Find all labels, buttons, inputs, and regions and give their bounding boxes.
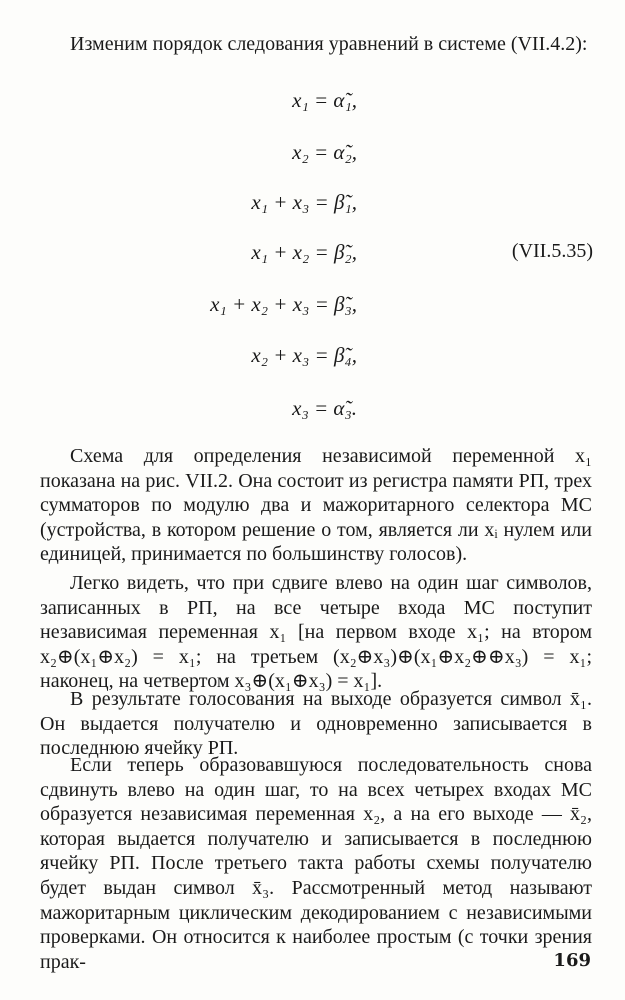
equation-2: x₂ = α̃₂, [292, 140, 357, 164]
equation-4: x₁ + x₂ = β̃₂, [251, 240, 357, 264]
equation-3: x₁ + x₃ = β̃₁, [251, 190, 357, 214]
equation-1: x₁ = α̃₁, [292, 88, 357, 112]
paragraph-shift: Легко видеть, что при сдвиге влево на один шаг символов, записанных в РП, на все четыре входа МС поступит независимая переменная x₁ [на первом входе x₁; на втором x₂⊕(x₁⊕x₂) = x₁; на третьем (x₂⊕x₃)⊕(x₁⊕x₂⊕⊕x₃) = x₁; наконец, на четвертом x₃⊕(x₁⊕x₃) = x₁]. [40, 572, 592, 693]
equation-5: x₁ + x₂ + x₃ = β̃₃, [210, 292, 357, 316]
equation-7: x₃ = α̃₃. [292, 396, 357, 420]
page-number: 169 [553, 950, 591, 971]
intro-paragraph: Изменим порядок следования уравнений в системе (VII.4.2): [70, 33, 588, 55]
equation-6: x₂ + x₃ = β̃₄, [251, 343, 357, 367]
equation-number: (VII.5.35) [511, 240, 593, 262]
paragraph-decoding: Если теперь образовавшуюся последовательность снова сдвинуть влево на один шаг, то на всех четырех входах МС образуется независимая переменная x₂, а на его выходе — x̄₂, которая выдается получателю и записывается в последнюю ячейку РП. После третьего такта работы схемы получателю будет выдан символ x̄₃. Рассмотренный метод называют мажоритарным циклическим декодированием с независимыми проверками. Он относится к наиболее простым (с точки зрения прак- [40, 754, 592, 973]
paragraph-scheme: Схема для определения независимой переменной x₁ показана на рис. VII.2. Она состоит из регистра памяти РП, трех сумматоров по модулю два и мажоритарного селектора МС (устройства, в котором решение о том, является ли xᵢ нулем или единицей, принимается по большинству голосов). [40, 445, 592, 566]
paragraph-voting: В результате голосования на выходе образуется символ x̄₁. Он выдается получателю и одновременно записывается в последнюю ячейку РП. [40, 688, 592, 760]
